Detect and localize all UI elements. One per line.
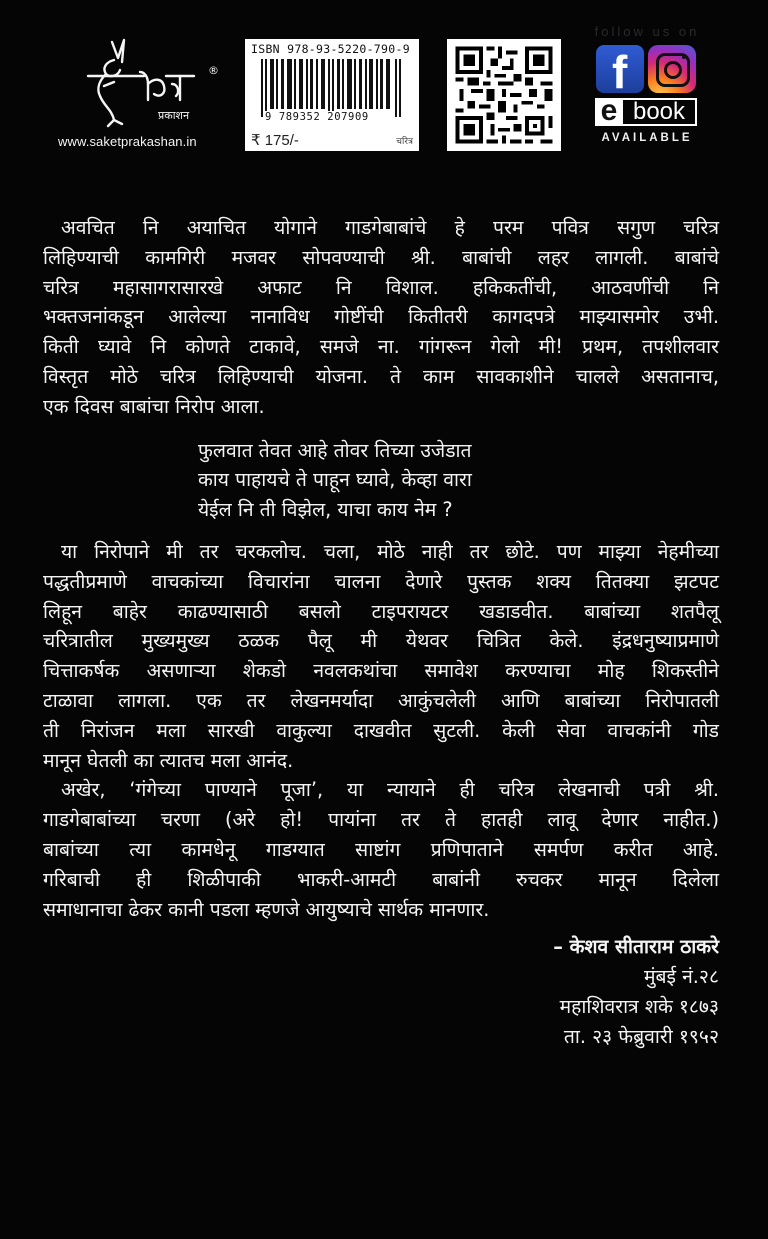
barcode-digits: 9 789352 207909 — [265, 111, 369, 123]
genre-label: चरित्र — [396, 137, 413, 147]
text-line: चरित्रातील मुख्यमुख्य ठळक पैलू मी येथवर चित्रित केले. इंद्रधनुष्याप्रमाणे — [43, 629, 719, 653]
available-label: AVAILABLE — [601, 132, 693, 144]
quoted-verse — [198, 436, 719, 525]
instagram-icon[interactable] — [648, 45, 696, 93]
text-line: बाबांच्या त्या कामधेनू गाडग्यात साष्टांग प्रणिपाताने समर्पण करीत आहे. — [43, 837, 719, 861]
blurb-text — [43, 213, 719, 1052]
ebook-e-icon: e — [595, 98, 623, 126]
text-line: गरिबाची ही शिळीपाकी भाकरी-आमटी बाबांनी रुचकर मानून दिलेला — [43, 867, 719, 891]
text-line: लिहून बाहेर काढण्यासाठी बसलो टाइपरायटर खडाडवीत. बाबांच्या शतपैलू — [43, 599, 719, 623]
price-label: ₹ 175/- — [251, 132, 299, 149]
paragraph-2 — [43, 537, 719, 775]
follow-us-label: follow us on — [594, 24, 700, 39]
publisher-url[interactable]: www.saketprakashan.in — [58, 134, 197, 149]
text-line: समाधानाचा ढेकर कानी पडला म्हणजे आयुष्याचे सार्थक मानणार. — [43, 897, 490, 921]
signature-block — [43, 932, 719, 1051]
logo-subtext: प्रकाशन — [158, 109, 190, 122]
back-cover-header — [0, 0, 768, 170]
facebook-icon[interactable]: f — [596, 45, 644, 93]
text-line: ती निरांजन मला सारखी वाकुल्या दाखवीत सुटली. केली सेवा वाचकांनी गोड — [43, 718, 719, 742]
verse-line: येईल नि ती विझेल, याचा काय नेम ? — [198, 498, 453, 522]
text-line: गाडगेबाबांच्या चरणा (अरे हो! पायांना तर ते हातही लावू देणार नाहीत.) — [43, 808, 719, 832]
text-line: या निरोपाने मी तर चरकलोच. चला, मोठे नाही तर छोटे. पण माझ्या नेहमीच्या — [61, 539, 719, 563]
isbn-barcode-card — [245, 39, 419, 151]
text-line: अखेर, ‘गंगेच्या पाण्याने पूजा’, या न्यायाने ही चरित्र लेखनाची पत्री श्री. — [61, 778, 719, 802]
text-line: पद्धतीप्रमाणे वाचकांच्या विचारांना चालना देणारे पुस्तक शक्य तितक्या झटपट — [43, 569, 719, 593]
barcode-icon — [261, 59, 401, 117]
text-line: चित्ताकर्षक असणाऱ्या शेकडो नवलकथांचा समावेश करण्याचा मोह शिकस्तीने — [43, 659, 719, 683]
text-line: एक दिवस बाबांचा निरोप आला. — [43, 394, 265, 418]
text-line: टाळावा लागला. एक तर लेखनमर्यादा आकुंचलेली आणि बाबांच्या निरोपातली — [43, 688, 719, 712]
ebook-badge[interactable] — [595, 94, 697, 127]
ebook-label: book — [623, 98, 697, 126]
text-line: भक्तजनांकडून आलेल्या नानाविध गोष्टींची कितीतरी कागदपत्रे माझ्यासमोर उभी. — [43, 305, 719, 329]
isbn-label: ISBN 978-93-5220-790-9 — [251, 42, 410, 56]
text-line: लिहिण्याची कामगिरी मजवर सोपवण्याची श्री. बाबांची लहर लागली. बाबांचे — [43, 245, 719, 269]
paragraph-1 — [43, 213, 719, 422]
publisher-logo — [58, 36, 228, 150]
text-line: किती घ्यावे नि कोणते टाकावे, समजे ना. गांगरून गेलो मी! प्रथम, तपशीलवार — [43, 335, 719, 359]
social-links — [592, 24, 702, 154]
verse-line: फुलवात तेवत आहे तोवर तिच्या उजेडात — [198, 438, 472, 462]
text-line: अवचित नि अयाचित योगाने गाडगेबाबांचे हे परम पवित्र सगुण चरित्र — [61, 216, 719, 239]
signature-place: मुंबई नं.२८ — [643, 965, 719, 989]
qr-code-icon[interactable] — [447, 39, 561, 151]
signature-occasion: महाशिवरात्र शके १८७३ — [559, 994, 719, 1018]
verse-line: काय पाहायचे ते पाहून घ्यावे, केव्हा वारा — [198, 468, 472, 492]
signature-date: ता. २३ फेब्रुवारी १९५२ — [563, 1024, 719, 1048]
text-line: चरित्र महासागरासारखे अफाट नि विशाल. हकिकतींची, आठवणींची नि — [43, 275, 719, 299]
registered-mark: ® — [208, 64, 219, 77]
paragraph-3 — [43, 775, 719, 924]
text-line: विस्तृत मोठे चरित्र लिहिण्याची योजना. ते काम सावकाशीने चालले असतानाच, — [43, 364, 719, 388]
author-name: – केशव सीताराम ठाकरे — [553, 935, 719, 959]
text-line: मानून घेतली का त्यातच मला आनंद. — [43, 748, 294, 772]
